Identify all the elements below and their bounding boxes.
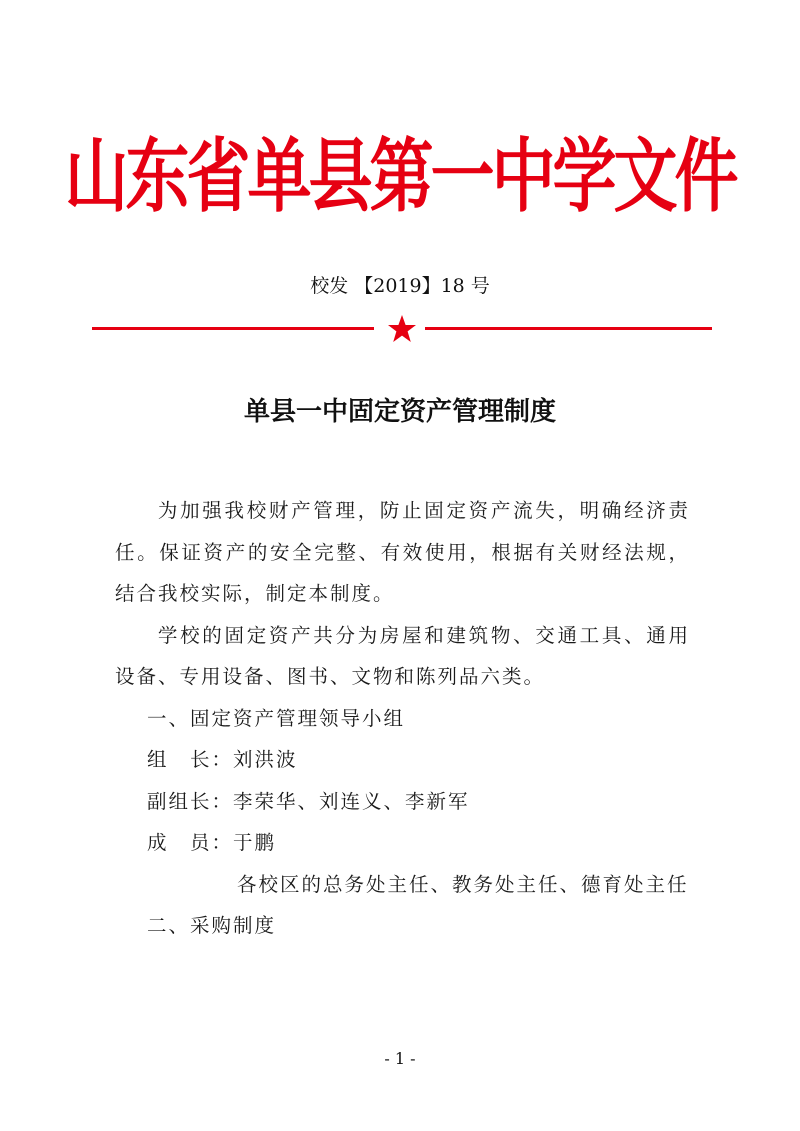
- page-number: - 1 -: [384, 1049, 416, 1068]
- document-title: 单县一中固定资产管理制度: [243, 397, 556, 427]
- divider-line-left: [92, 327, 374, 330]
- star-icon: [387, 314, 417, 344]
- section-heading-procurement: 二、采购制度: [147, 914, 277, 937]
- section-heading-leadership: 一、固定资产管理领导小组: [147, 706, 406, 730]
- header-divider: [92, 314, 712, 344]
- paragraph-intro: 为加强我校财产管理，防止固定资产流失，明确经济责任。保证资产的安全完整、有效使用，根据有关财经法规，结合我校实际，制定本制度。: [115, 499, 690, 605]
- document-body: [115, 490, 690, 947]
- document-number: 校发 【2019】18 号: [310, 275, 490, 297]
- masthead-title: 山东省单县第一中学文件: [64, 131, 736, 224]
- divider-line-right: [425, 327, 712, 330]
- member-deputy: 副组长：李荣华、刘连义、李新军: [147, 789, 470, 813]
- member-list: 成 员：于鹏: [147, 831, 277, 854]
- member-list-extra: 各校区的总务处主任、教务处主任、德育处主任: [237, 872, 689, 896]
- paragraph-asset-types: 学校的固定资产共分为房屋和建筑物、交通工具、通用设备、专用设备、图书、文物和陈列品六类。: [115, 623, 690, 688]
- member-leader: 组 长：刘洪波: [147, 748, 298, 771]
